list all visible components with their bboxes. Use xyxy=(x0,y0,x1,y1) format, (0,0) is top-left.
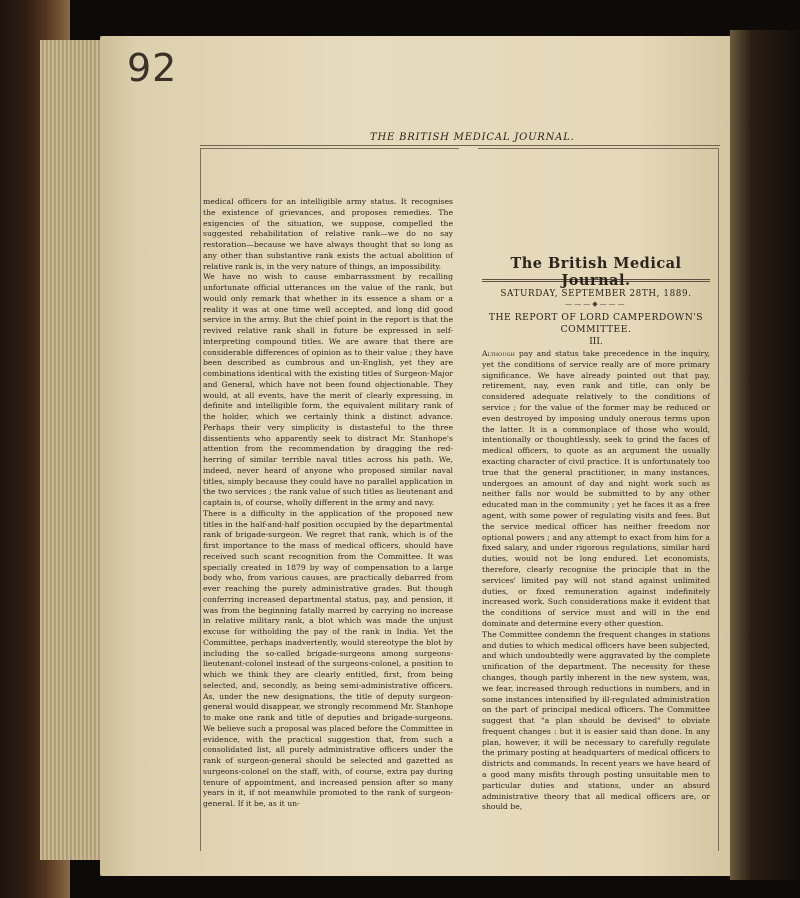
left-paragraph-1: medical officers for an intelligible army status. It recognises the existence of grievances, and proposes remedies. The exigencies of the situation, we suppose, compelled the suggested rehabilitation of relative rank—we do no say restoration—because we have always thought that so long as any other than substantive rank exists the actual abolition of relative rank is, in the very nature of things, an impossibility. xyxy=(203,197,453,271)
running-head: THE BRITISH MEDICAL JOURNAL. xyxy=(370,132,575,143)
right-paragraph-1-text: pay and status take precedence in the inquiry, yet the conditions of service really are of more primary significance. We have already pointed out that pay, retirement, nay, even rank and title, can only be considered adequate relatively to the conditions of service ; for the value of the former may be reduced or even destroyed by imposing unduly onerous terms upon the latter. It is a commonplace of those who would, intentionally or thoughtlessly, seek to grind the faces of medical officers, to quote as an argument the usually exacting character of civil practice. It is unfortunately too true that the general practitioner, in many instances, undergoes an amount of day and night work such as neither falls nor would be submitted to by any other educated man in the community ; yet he faces it as a free agent, with some power of regulating visits and fees. But the service medical officer has neither freedom nor optional powers ; and any attempt to exact from him for a fixed salary, and under rigorous regulations, similar hard duties, would not be long endured. Let economists, therefore, clearly recognise the principle that in the services' limited pay will not stand against unlimited duties, or fixed remuneration against indefinitely increased work. Such considerations make it evident that the conditions of service must and will in the end dominate and determine every other question. xyxy=(482,349,710,628)
article-title: THE REPORT OF LORD CAMPERDOWN'S COMMITTEE. xyxy=(488,312,704,335)
article-number: III. xyxy=(589,337,603,347)
ornament-divider: ———◆——— xyxy=(565,300,627,308)
left-paragraph-3: There is a difficulty in the application of the proposed new titles in the half-and-half position occupied by the departmental rank of brigade-surgeon. We regret that rank, which is of the first importance to the mass of medical officers, should have received such scant recognition from the Committee. It was specially created in 1879 by way of compensation to a large body who, from various causes, are practically debarred from ever reaching the purely administrative grades. But though conferring increased departmental status, pay, and pension, it was from the beginning fatally marred by carrying no increase in relative military rank, a blot which was made the unjust excuse for witholding the pay of the rank in India. Yet the Committee, perhaps inadvertently, would stereotype the blot by including the so-called brigade-surgeons among surgeons-lieutenant-colonel instead of the surgeons-colonel, a position to which we think they are clearly entitled, first, from being selected, and, secondly, as being semi-administrative officers. As, under the new designations, the title of deputy surgeon-general would disappear, we strongly recommend Mr. Stanhope to make one rank and title of deputies and brigade-surgeons. We believe such a proposal was placed before the Committee in evidence, with the practical suggestion that, from such a consolidated list, all purely administrative officers under the rank of surgeon-general should be selected and gazetted as surgeons-colonel on the staff, with, of course, extra pay during tenure of appointment, and increased pension after so many years in it, if not meanwhile promoted to the rank of surgeon-general. If it be, as it un- xyxy=(203,508,453,808)
journal-masthead: The British Medical Journal. xyxy=(510,255,682,289)
issue-date: SATURDAY, SEPTEMBER 28TH, 1889. xyxy=(500,289,692,299)
dropcap-word: Although xyxy=(482,349,515,358)
right-column xyxy=(482,250,710,813)
page-number: 92 xyxy=(127,46,178,90)
gutter-shadow xyxy=(730,30,800,880)
right-paragraph-2: The Committee condemn the frequent changes in stations and duties to which medical officers have been subjected, and which undoubtedly were aggravated by the complete unification of the department. The necessity for these changes, though partly inherent in the new system, was, we fear, increased through reductions in numbers, and in some instances intensified by ill-regulated administration on the part of principal medical officers. The Committee suggest that "a plan should be devised" to obviate frequent changes : but it is easier said than done. In any plan, however, it will be necessary to carefully regulate the primary posting at headquarters of medical officers to districts and commands. In recent years we have heard of a good many misfits through posting unsuitable men to particular duties and stations, under an absurd administrative theory that all medical officers are, or should be, xyxy=(482,629,710,812)
header-rule xyxy=(200,145,720,146)
left-column-text xyxy=(203,197,453,810)
right-paragraph-1 xyxy=(482,349,710,630)
article-body xyxy=(482,349,710,813)
left-paragraph-2: We have no wish to cause embarrassment by recalling unfortunate official utterances on the value of the rank, but would only remark that whether in its essence a sham or a reality it was at one time well accepted, and long did good service in the army. But the chief point in the report is that the revived relative rank shall in future be expressed in self-interpreting compound titles. We are aware that there are considerable differences of opinion as to their value ; they have been described as cumbrous and un-English, yet they are combinations identical with the existing titles of Surgeon-Major and General, which have not been found objectionable. They would, at all events, have the merit of clearly expressing, in definite and intelligible form, the equivalent military rank of the holder, which we certainly think a distinct advance. Perhaps their very simplicity is distasteful to the three dissentients who apparently seek to distract Mr. Stanhope's attention from the recommendation by dragging the red-herring of similar terrible naval titles across his path. We, indeed, never heard of anyone who proposed similar naval titles, simply because they could have no parallel application in the two services ; the rank value of such titles as lieutenant and captain is, of course, wholly different in the army and navy. xyxy=(203,272,453,507)
